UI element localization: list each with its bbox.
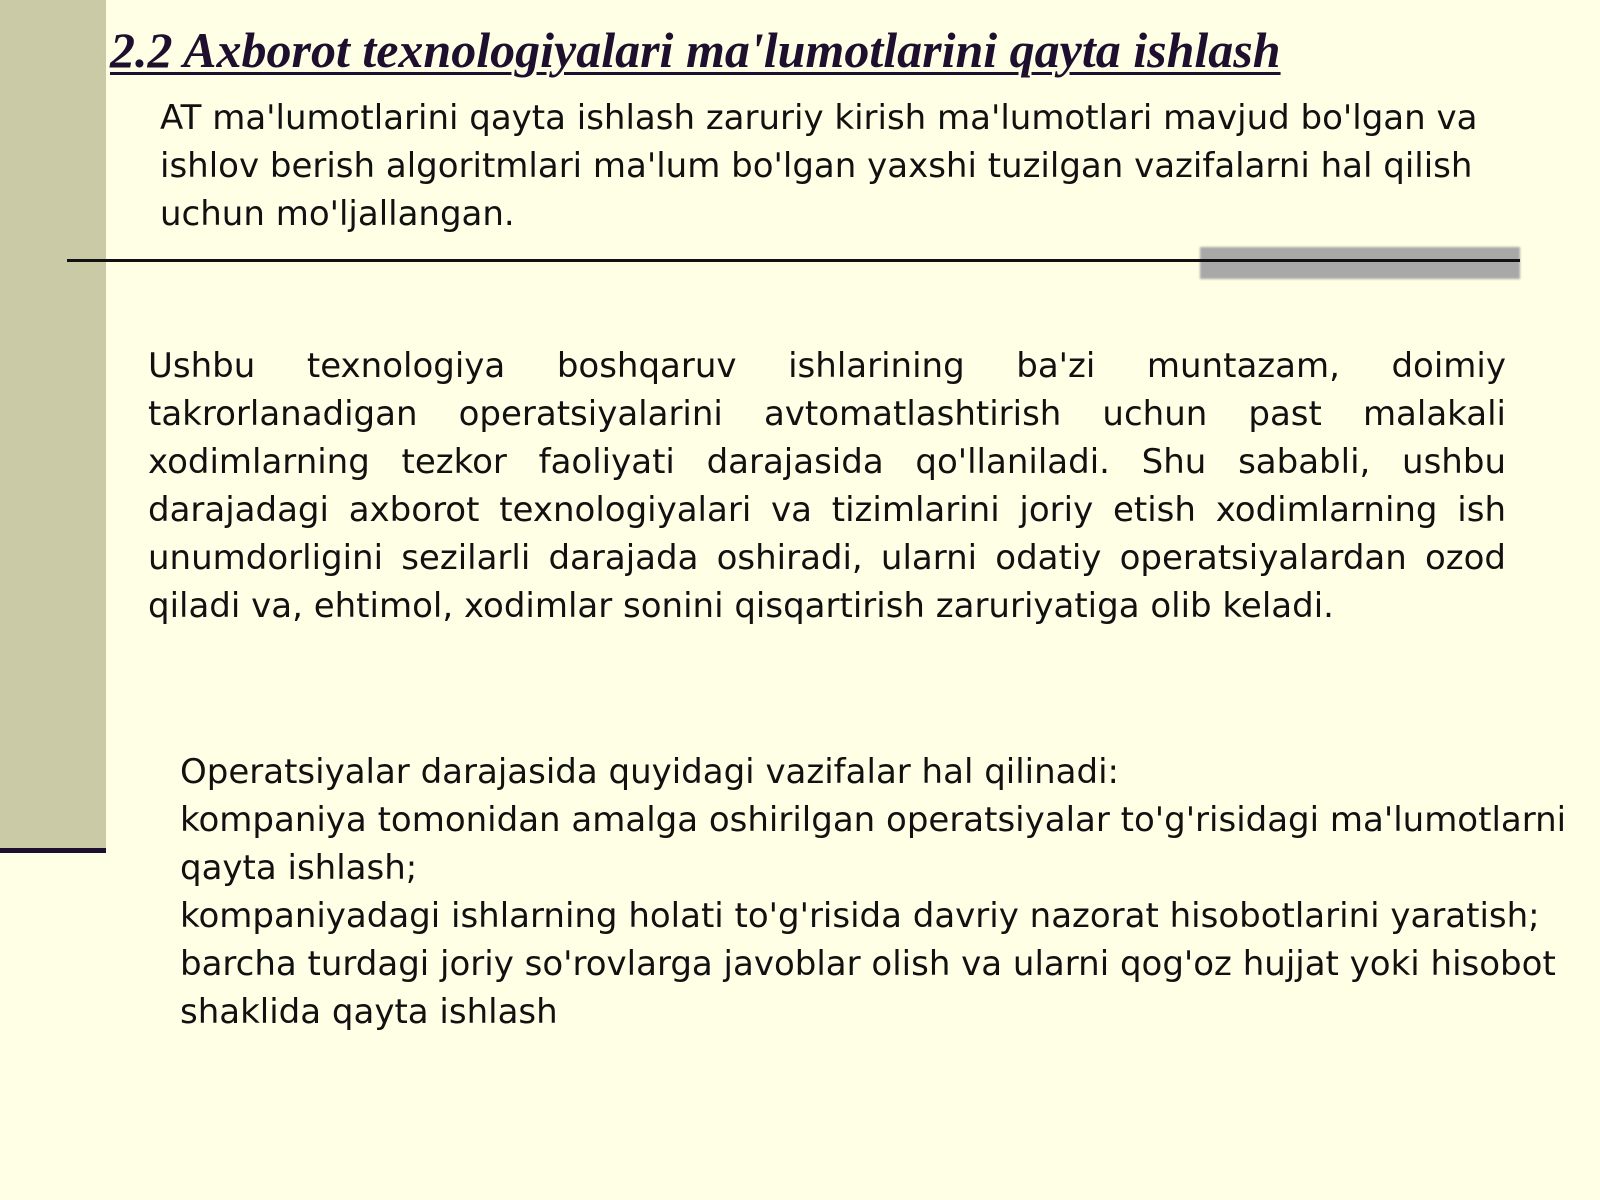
side-bar (0, 0, 106, 848)
side-bar-accent-line (0, 848, 106, 853)
divider-shadow (1200, 247, 1520, 279)
list-item: kompaniyadagi ishlarning holati to'g'risida davriy nazorat hisobotlarini yaratish; (180, 896, 1540, 936)
tasks-heading: Operatsiyalar darajasida quyidagi vazifalar hal qilinadi: (180, 752, 1119, 792)
divider-line (67, 259, 1520, 262)
slide-title: 2.2 Axborot texnologiyalari ma'lumotlarini qayta ishlash (110, 22, 1281, 78)
intro-paragraph: AT ma'lumotlarini qayta ishlash zaruriy kirish ma'lumotlari mavjud bo'lgan va ishlov berish algoritmlari ma'lum bo'lgan yaxshi tuzilgan vazifalarni hal qilish uchun mo'ljallangan. (160, 98, 1478, 234)
list-item: kompaniya tomonidan amalga oshirilgan operatsiyalar to'g'risidagi ma'lumotlarni qayta ishlash; (180, 800, 1567, 888)
list-item: barcha turdagi joriy so'rovlarga javoblar olish va ularni qog'oz hujjat yoki hisobot shaklida qayta ishlash (180, 944, 1556, 1032)
tasks-list (180, 748, 1580, 1036)
body-paragraph: Ushbu texnologiya boshqaruv ishlarining ba'zi muntazam, doimiy takrorlanadigan operatsiyalarini avtomatlashtirish uchun past malakali xodimlarning tezkor faoliyati darajasida qo'llaniladi. Shu sababli, ushbu darajadagi axborot texnologiyalari va tizimlarini joriy etish xodimlarning ish unumdorligini sezilarli darajada oshiradi, ularni odatiy operatsiyalardan ozod qiladi va, ehtimol, xodimlar sonini qisqartirish zaruriyatiga olib keladi. (148, 346, 1506, 626)
